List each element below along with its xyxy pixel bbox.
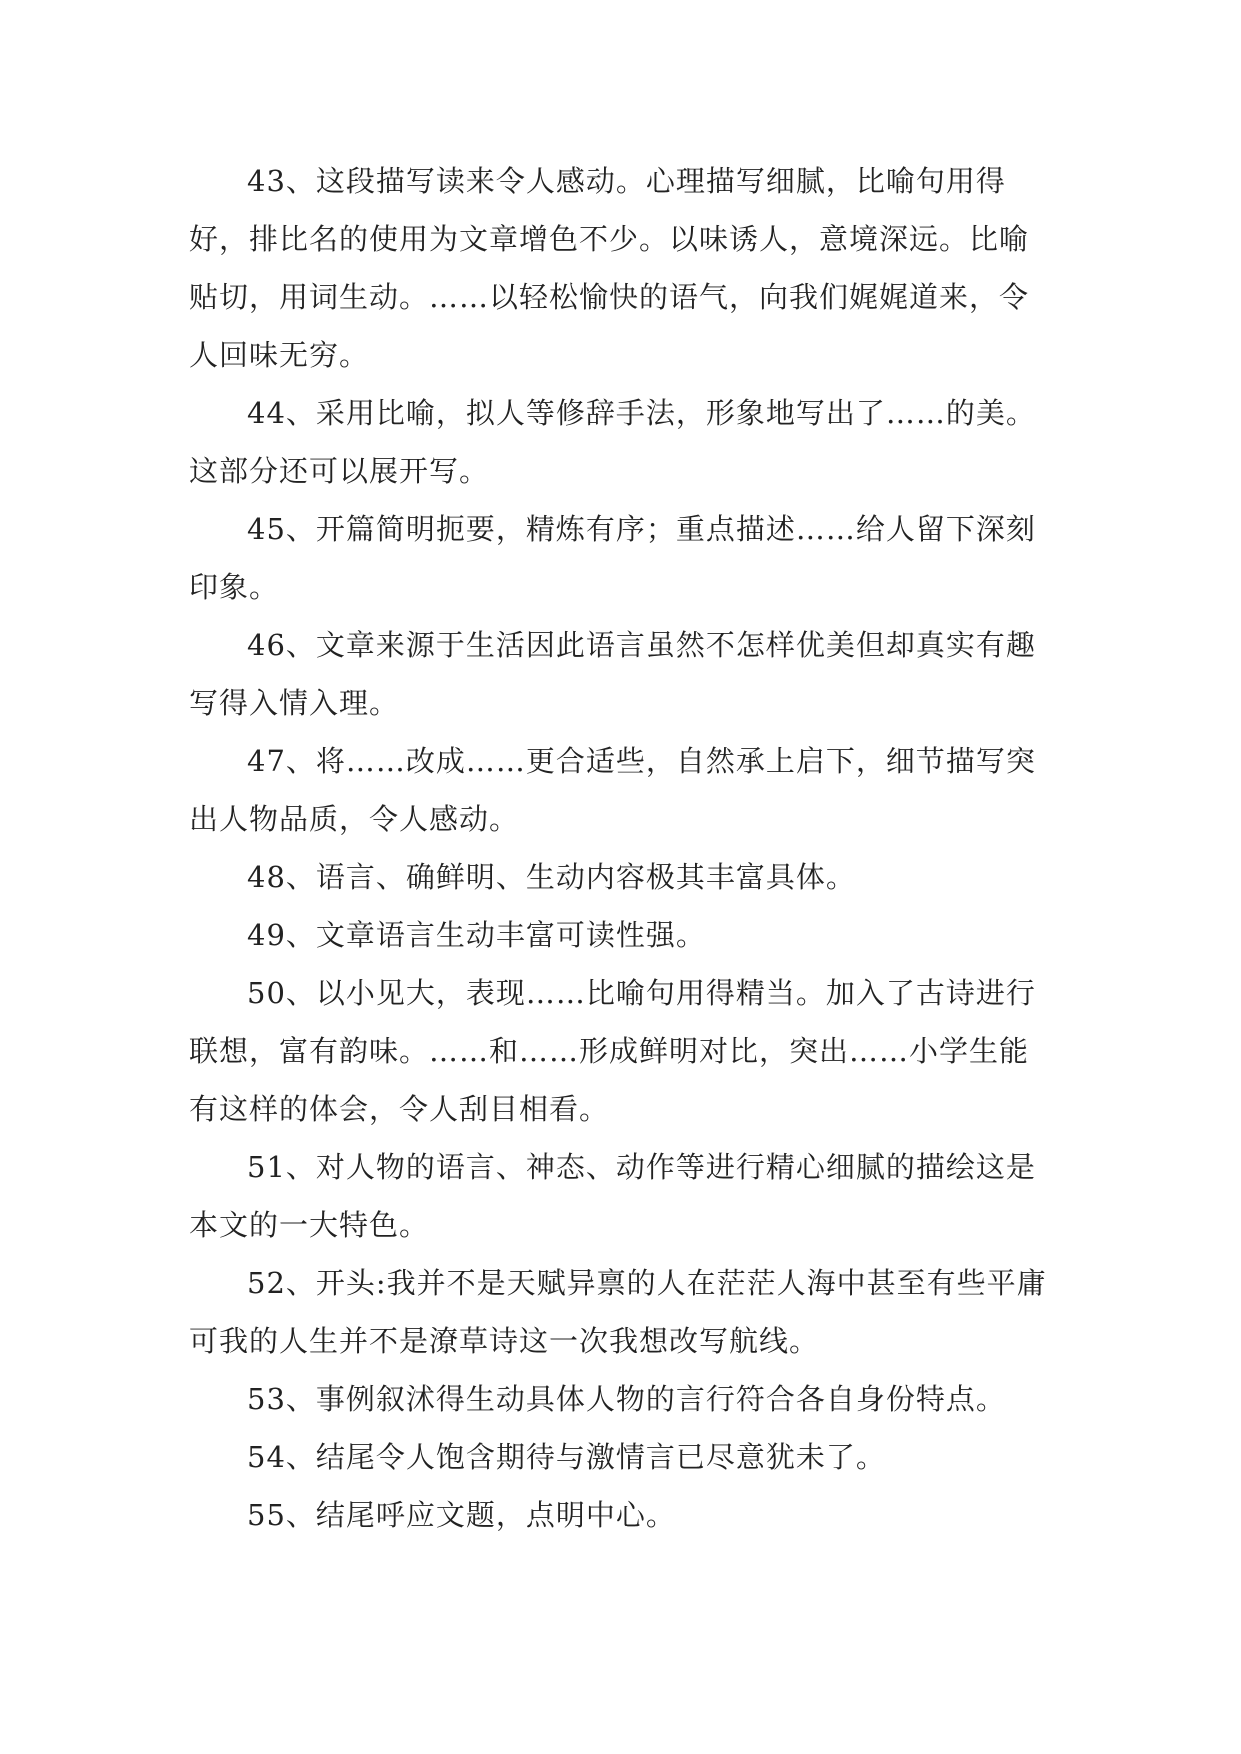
paragraph-49: 49、文章语言生动丰富可读性强。 (247, 918, 706, 952)
paragraph-47: 47、将……改成……更合适些，自然承上启下，细节描写突出人物品质，令人感动。 (189, 744, 1036, 836)
paragraph-45: 45、开篇简明扼要，精炼有序；重点描述……给人留下深刻印象。 (189, 512, 1036, 604)
paragraph-53: 53、事例叙沭得生动具体人物的言行符合各自身份特点。 (247, 1382, 1006, 1416)
paragraph-51: 51、对人物的语言、神态、动作等进行精心细腻的描绘这是本文的一大特色。 (189, 1150, 1036, 1242)
paragraph-44: 44、采用比喻，拟人等修辞手法，形象地写出了……的美。这部分还可以展开写。 (189, 396, 1036, 488)
paragraph-54: 54、结尾令人饱含期待与激情言已尽意犹未了。 (247, 1440, 886, 1474)
paragraph-55: 55、结尾呼应文题，点明中心。 (247, 1498, 676, 1532)
paragraph-43: 43、这段描写读来令人感动。心理描写细腻，比喻句用得好，排比名的使用为文章增色不少。以味诱人，意境深远。比喻贴切，用词生动。……以轻松愉快的语气，向我们娓娓道来，令人回味无穷。 (189, 164, 1030, 372)
paragraph-50: 50、以小见大，表现……比喻句用得精当。加入了古诗进行联想，富有韵味。……和……形成鲜明对比，突出……小学生能有这样的体会，令人刮目相看。 (189, 976, 1036, 1126)
paragraph-48: 48、语言、确鲜明、生动内容极其丰富具体。 (247, 860, 856, 894)
document-body (189, 152, 1055, 1544)
paragraph-52: 52、开头:我并不是天赋异禀的人在茫茫人海中甚至有些平庸可我的人生并不是潦草诗这一次我想改写航线。 (189, 1266, 1047, 1358)
paragraph-46: 46、文章来源于生活因此语言虽然不怎样优美但却真实有趣写得入情入理。 (189, 628, 1036, 720)
